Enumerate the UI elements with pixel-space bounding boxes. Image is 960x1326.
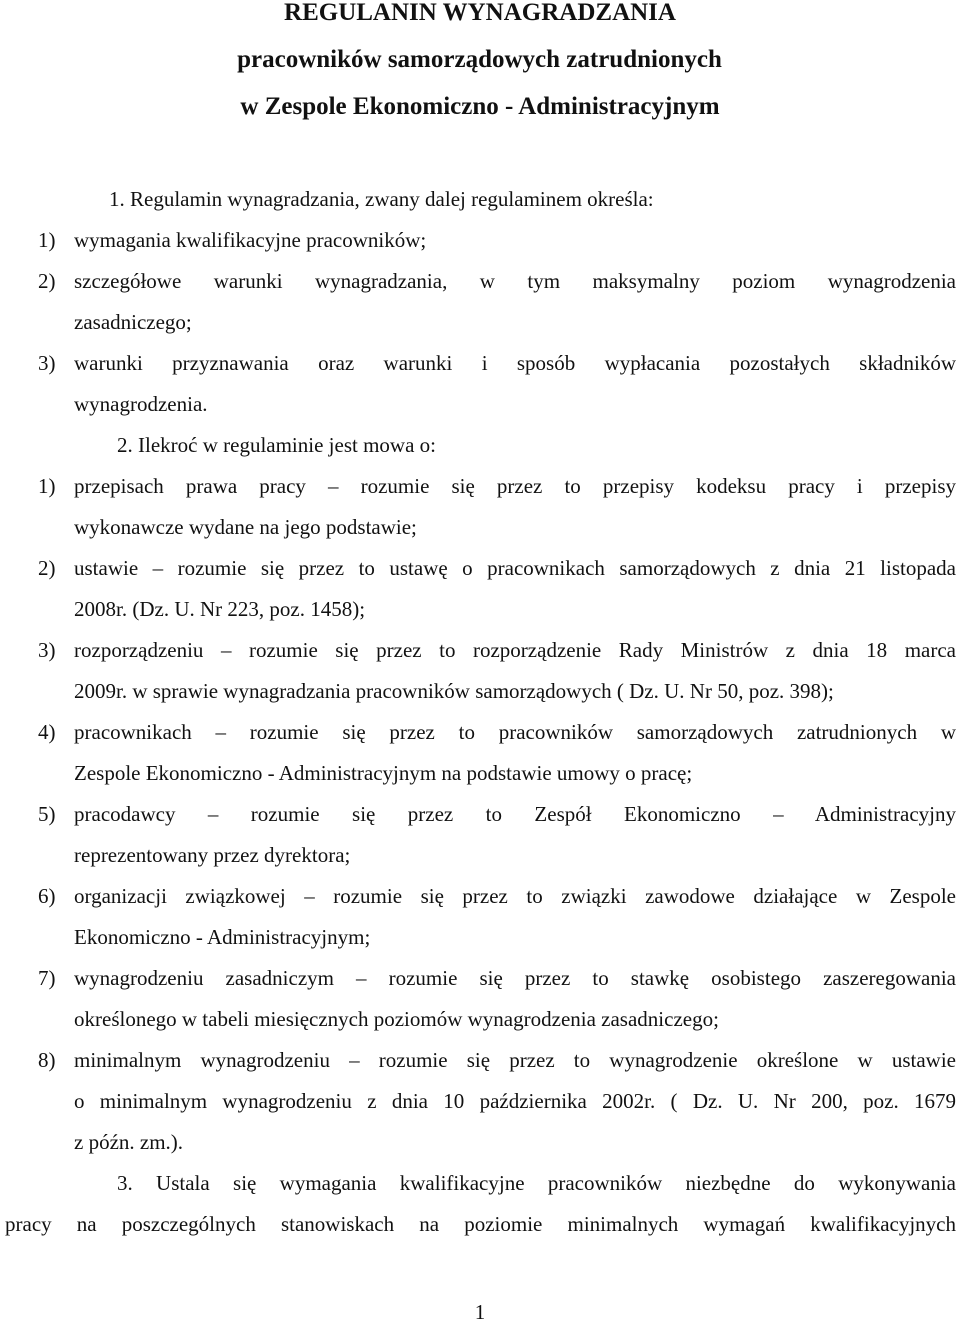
section-1-intro: 1. Regulamin wynagradzania, zwany dalej regulaminem określa:	[109, 187, 654, 211]
item-text-line: szczegółowe warunki wynagradzania, w tym maksymalny poziom wynagrodzenia	[74, 269, 956, 293]
list-item	[0, 220, 960, 261]
item-number: 8)	[38, 1048, 56, 1072]
section-3-line: pracy na poszczególnych stanowiskach na poziomie minimalnych wymagań kwalifikacyjnych	[5, 1212, 956, 1236]
item-number: 3)	[38, 351, 56, 375]
item-number: 3)	[38, 638, 56, 662]
item-number: 2)	[38, 269, 56, 293]
item-text-line: minimalnym wynagrodzeniu – rozumie się przez to wynagrodzenie określone w ustawie	[74, 1048, 956, 1072]
title-line-2: pracowników samorządowych zatrudnionych	[237, 46, 722, 73]
item-number: 1)	[38, 474, 56, 498]
item-number: 4)	[38, 720, 56, 744]
item-number: 7)	[38, 966, 56, 990]
section-3-line: 3. Ustala się wymagania kwalifikacyjne pracowników niezbędne do wykonywania	[117, 1171, 956, 1195]
item-text-line: zasadniczego;	[74, 310, 192, 334]
list-item	[0, 876, 960, 958]
title-line-3: w Zespole Ekonomiczno - Administracyjnym	[240, 93, 720, 120]
item-text-line: wynagrodzeniu zasadniczym – rozumie się przez to stawkę osobistego zaszeregowania	[74, 966, 956, 990]
item-text-line: pracownikach – rozumie się przez to pracowników samorządowych zatrudnionych w	[74, 720, 956, 744]
document-body	[0, 179, 960, 1245]
item-text-line: przepisach prawa pracy – rozumie się przez to przepisy kodeksu pracy i przepisy	[74, 474, 956, 498]
list-item	[0, 548, 960, 630]
item-text-line: rozporządzeniu – rozumie się przez to rozporządzenie Rady Ministrów z dnia 18 marca	[74, 638, 956, 662]
item-text-line: pracodawcy – rozumie się przez to Zespół Ekonomiczno – Administracyjny	[74, 802, 956, 826]
list-item	[0, 794, 960, 876]
item-text-line: wymagania kwalifikacyjne pracowników;	[74, 228, 427, 252]
section-3-paragraph	[0, 1163, 960, 1245]
item-text-line: ustawie – rozumie się przez to ustawę o pracownikach samorządowych z dnia 21 listopada	[74, 556, 956, 580]
item-text-line: organizacji związkowej – rozumie się przez to związki zawodowe działające w Zespole	[74, 884, 956, 908]
item-text-line: z późn. zm.).	[74, 1130, 184, 1154]
item-number: 2)	[38, 556, 56, 580]
section-2-intro: 2. Ilekroć w regulaminie jest mowa o:	[117, 433, 436, 457]
page-number: 1	[474, 1300, 486, 1324]
item-text-line: reprezentowany przez dyrektora;	[74, 843, 351, 867]
list-item	[0, 343, 960, 425]
list-item	[0, 712, 960, 794]
item-text-line: wynagrodzenia.	[74, 392, 208, 416]
item-text-line: 2008r. (Dz. U. Nr 223, poz. 1458);	[74, 597, 366, 621]
list-item	[0, 630, 960, 712]
item-number: 1)	[38, 228, 56, 252]
item-text-line: o minimalnym wynagrodzeniu z dnia 10 października 2002r. ( Dz. U. Nr 200, poz. 1679	[74, 1089, 956, 1113]
list-item	[0, 261, 960, 343]
item-text-line: Zespole Ekonomiczno - Administracyjnym na podstawie umowy o pracę;	[74, 761, 693, 785]
document-title	[0, 0, 960, 130]
item-text-line: warunki przyznawania oraz warunki i sposób wypłacania pozostałych składników	[74, 351, 956, 375]
item-number: 6)	[38, 884, 56, 908]
item-text-line: Ekonomiczno - Administracyjnym;	[74, 925, 371, 949]
item-text-line: wykonawcze wydane na jego podstawie;	[74, 515, 417, 539]
item-number: 5)	[38, 802, 56, 826]
list-item	[0, 958, 960, 1040]
item-text-line: 2009r. w sprawie wynagradzania pracowników samorządowych ( Dz. U. Nr 50, poz. 398);	[74, 679, 834, 703]
title-line-1: REGULANIN WYNAGRADZANIA	[284, 0, 676, 26]
item-text-line: określonego w tabeli miesięcznych poziomów wynagrodzenia zasadniczego;	[74, 1007, 719, 1031]
list-item	[0, 1040, 960, 1163]
list-item	[0, 466, 960, 548]
